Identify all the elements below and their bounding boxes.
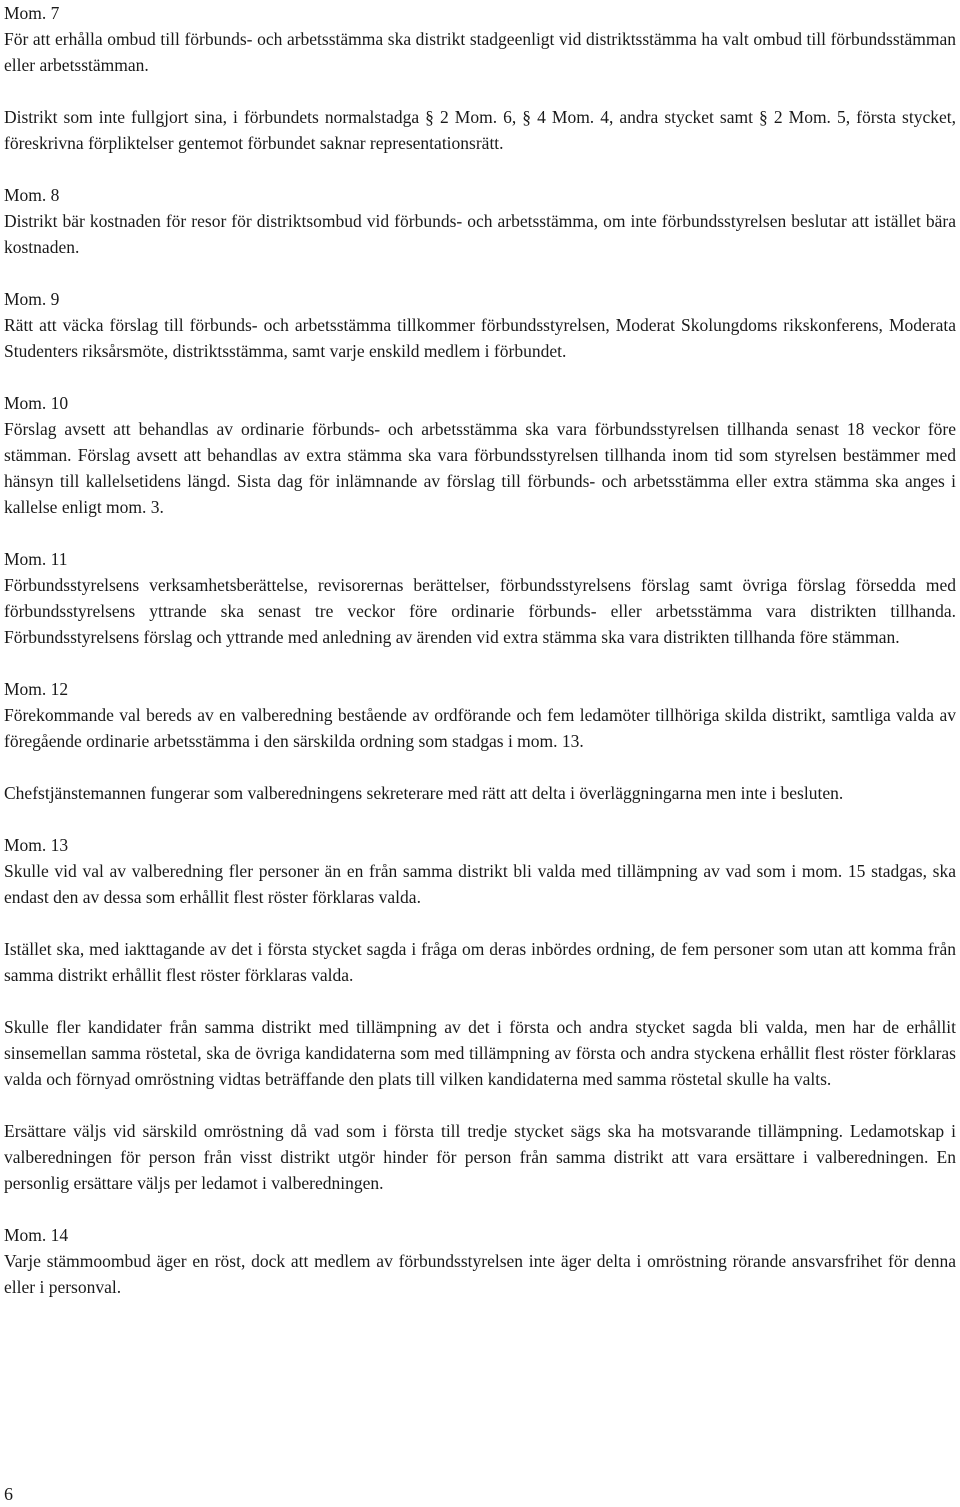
section-mom-9 bbox=[4, 286, 956, 364]
paragraph: Distrikt bär kostnaden för resor för distriktsombud vid förbunds- och arbetsstämma, om inte förbundsstyrelsen beslutar att istället bära kostnaden. bbox=[4, 211, 956, 257]
section-mom-8 bbox=[4, 182, 956, 260]
paragraph: Ersättare väljs vid särskild omröstning då vad som i första till tredje stycket sägs ska ha motsvarande tillämpning. Ledamotskap i valberedningen för person från visst distrikt utgör hinder för person från samma distrikt att vara ersättare i valberedningen. En personlig ersättare väljs per ledamot i valberedningen. bbox=[4, 1121, 956, 1193]
section-mom-7 bbox=[4, 0, 956, 156]
section-heading: Mom. 13 bbox=[4, 835, 69, 855]
paragraph: Chefstjänstemannen fungerar som valberedningens sekreterare med rätt att delta i överläggningarna men inte i besluten. bbox=[4, 783, 844, 803]
paragraph: Förbundsstyrelsens verksamhetsberättelse, revisorernas berättelser, förbundsstyrelsens förslag samt övriga förslag försedda med förbundsstyrelsens yttrande ska senast tre veckor före ordinarie förbunds- eller arbetsstämma vara distrikten tillhanda. Förbundsstyrelsens förslag och yttrande med anledning av ärenden vid extra stämma ska vara distrikten tillhanda före stämman. bbox=[4, 575, 956, 647]
paragraph: Rätt att väcka förslag till förbunds- och arbetsstämma tillkommer förbundsstyrelsen, Moderat Skolungdoms rikskonferens, Moderata Studenters riksårsmöte, distriktsstämma, samt varje enskild medlem i förbundet. bbox=[4, 315, 956, 361]
section-heading: Mom. 8 bbox=[4, 185, 60, 205]
paragraph: Istället ska, med iakttagande av det i första stycket sagda i fråga om deras inbördes ordning, de fem personer som utan att komma från samma distrikt erhållit flest röster förklaras valda. bbox=[4, 939, 956, 985]
section-heading: Mom. 7 bbox=[4, 3, 60, 23]
paragraph: Förslag avsett att behandlas av ordinarie förbunds- och arbetsstämma ska vara förbundsstyrelsen tillhanda senast 18 veckor före stämman. Förslag avsett att behandlas av extra stämma ska vara förbundsstyrelsen tillhanda inom tid som styrelsen bestämmer med hänsyn till kallelsetidens längd. Sista dag för inlämnande av förslag till förbunds- och arbetsstämma eller extra stämma ska anges i kallelse enligt mom. 3. bbox=[4, 419, 956, 517]
paragraph: Skulle fler kandidater från samma distrikt med tillämpning av det i första och andra stycket sagda bli valda, men har de erhållit sinsemellan samma röstetal, ska de övriga kandidaterna som med tillämpning av första och andra styckena erhållit flest röster förklaras valda och förnyad omröstning vidtas beträffande den plats till vilken kandidaterna med samma röstetal skulle ha valts. bbox=[4, 1017, 956, 1089]
section-heading: Mom. 14 bbox=[4, 1225, 69, 1245]
section-heading: Mom. 11 bbox=[4, 549, 68, 569]
section-heading: Mom. 9 bbox=[4, 289, 60, 309]
paragraph: Varje stämmoombud äger en röst, dock att medlem av förbundsstyrelsen inte äger delta i omröstning rörande ansvarsfrihet för denna eller i personval. bbox=[4, 1251, 956, 1297]
section-mom-12 bbox=[4, 676, 956, 806]
paragraph: Förekommande val bereds av en valberedning bestående av ordförande och fem ledamöter tillhöriga skilda distrikt, samtliga valda av föregående ordinarie arbetsstämma i den särskilda ordning som stadgas i mom. 13. bbox=[4, 705, 956, 751]
document-page bbox=[4, 0, 956, 1300]
section-heading: Mom. 12 bbox=[4, 679, 69, 699]
paragraph: Distrikt som inte fullgjort sina, i förbundets normalstadga § 2 Mom. 6, § 4 Mom. 4, andra stycket samt § 2 Mom. 5, första stycket, föreskrivna förpliktelser gentemot förbundet saknar representationsrätt. bbox=[4, 107, 956, 153]
section-mom-10 bbox=[4, 390, 956, 520]
section-mom-11 bbox=[4, 546, 956, 650]
page-number: 6 bbox=[4, 1484, 13, 1504]
paragraph: För att erhålla ombud till förbunds- och arbetsstämma ska distrikt stadgeenligt vid distriktsstämma ha valt ombud till förbundsstämman eller arbetsstämman. bbox=[4, 29, 956, 75]
section-heading: Mom. 10 bbox=[4, 393, 69, 413]
section-mom-13 bbox=[4, 832, 956, 1196]
section-mom-14 bbox=[4, 1222, 956, 1300]
paragraph: Skulle vid val av valberedning fler personer än en från samma distrikt bli valda med tillämpning av vad som i mom. 15 stadgas, ska endast den av dessa som erhållit flest röster förklaras valda. bbox=[4, 861, 956, 907]
